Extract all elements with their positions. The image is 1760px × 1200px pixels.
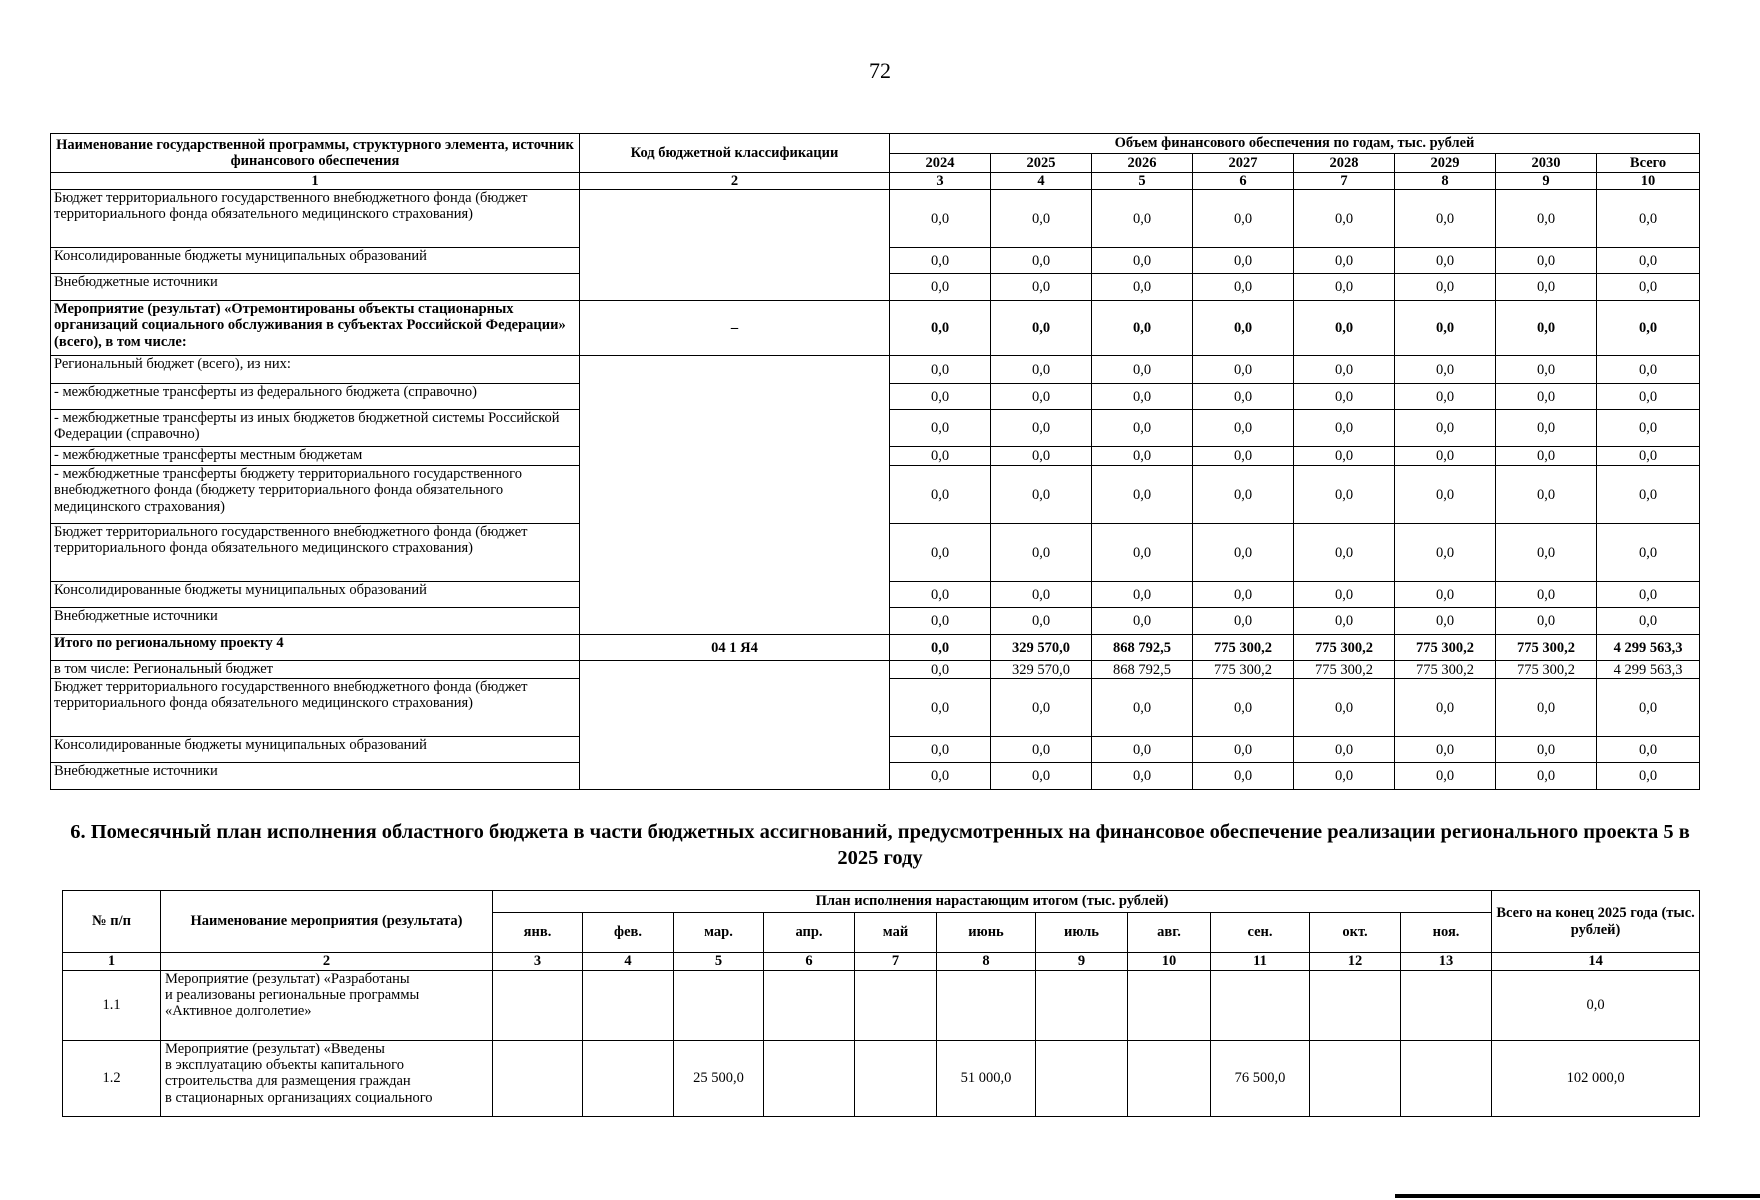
budget-code xyxy=(580,190,890,301)
amount-cell: 0,0 xyxy=(1193,679,1294,737)
amount-cell: 0,0 xyxy=(1496,466,1597,524)
amount-cell: 0,0 xyxy=(1193,737,1294,763)
total-amount: 102 000,0 xyxy=(1492,1041,1700,1117)
amount-cell: 0,0 xyxy=(1294,763,1395,790)
amount-cell: 0,0 xyxy=(1597,447,1700,466)
amount-cell: 0,0 xyxy=(1395,447,1496,466)
amount-cell: 0,0 xyxy=(1496,608,1597,635)
total-amount: 0,0 xyxy=(1492,971,1700,1041)
header-month: янв. xyxy=(493,913,583,953)
month-amount: 76 500,0 xyxy=(1211,1041,1310,1117)
month-amount xyxy=(674,971,764,1041)
month-amount xyxy=(1036,971,1128,1041)
amount-cell: 0,0 xyxy=(890,524,991,582)
table-row xyxy=(63,1041,1700,1117)
row-name: Консолидированные бюджеты муниципальных образований xyxy=(51,582,580,608)
month-amount xyxy=(1128,1041,1211,1117)
header-plan: План исполнения нарастающим итогом (тыс. рублей) xyxy=(493,891,1492,913)
header-year: 2026 xyxy=(1092,154,1193,173)
amount-cell: 0,0 xyxy=(1597,410,1700,447)
month-amount xyxy=(855,1041,937,1117)
amount-cell: 0,0 xyxy=(890,763,991,790)
amount-cell: 0,0 xyxy=(890,356,991,384)
column-number: 10 xyxy=(1128,953,1211,971)
amount-cell: 0,0 xyxy=(1092,248,1193,274)
amount-cell: 0,0 xyxy=(1092,356,1193,384)
header-name: Наименование государственной программы, структурного элемента, источник финансового обеспечения xyxy=(51,134,580,173)
month-amount xyxy=(493,971,583,1041)
amount-cell: 0,0 xyxy=(890,608,991,635)
amount-cell: 0,0 xyxy=(991,763,1092,790)
header-month: май xyxy=(855,913,937,953)
header-month: июнь xyxy=(937,913,1036,953)
header-month: ноя. xyxy=(1401,913,1492,953)
amount-cell: 0,0 xyxy=(890,635,991,661)
amount-cell: 0,0 xyxy=(1092,384,1193,410)
amount-cell: 0,0 xyxy=(1597,679,1700,737)
amount-cell: 0,0 xyxy=(1395,466,1496,524)
amount-cell: 0,0 xyxy=(1597,384,1700,410)
budget-code xyxy=(580,356,890,635)
amount-cell: 0,0 xyxy=(1496,248,1597,274)
table-row xyxy=(51,661,1700,679)
budget-code xyxy=(580,661,890,790)
amount-cell: 0,0 xyxy=(1294,679,1395,737)
amount-cell: 0,0 xyxy=(991,274,1092,301)
amount-cell: 0,0 xyxy=(1496,384,1597,410)
header-activity: Наименование мероприятия (результата) xyxy=(161,891,493,953)
month-amount xyxy=(1310,1041,1401,1117)
amount-cell: 0,0 xyxy=(1193,384,1294,410)
month-amount xyxy=(1211,971,1310,1041)
amount-cell: 0,0 xyxy=(1193,447,1294,466)
column-number: 9 xyxy=(1496,173,1597,190)
column-number: 3 xyxy=(493,953,583,971)
amount-cell: 0,0 xyxy=(1597,737,1700,763)
amount-cell: 0,0 xyxy=(1092,679,1193,737)
column-number: 6 xyxy=(1193,173,1294,190)
financing-table xyxy=(50,133,1700,790)
amount-cell: 0,0 xyxy=(1193,582,1294,608)
amount-cell: 0,0 xyxy=(1193,248,1294,274)
amount-cell: 0,0 xyxy=(1496,679,1597,737)
budget-code: 04 1 Я4 xyxy=(580,635,890,661)
month-amount xyxy=(1128,971,1211,1041)
header-month: июль xyxy=(1036,913,1128,953)
amount-cell: 0,0 xyxy=(890,661,991,679)
amount-cell: 329 570,0 xyxy=(991,635,1092,661)
table-row xyxy=(51,635,1700,661)
amount-cell: 0,0 xyxy=(991,301,1092,356)
row-name: - межбюджетные трансферты местным бюджетам xyxy=(51,447,580,466)
amount-cell: 0,0 xyxy=(1193,301,1294,356)
amount-cell: 0,0 xyxy=(1193,274,1294,301)
row-name: Итого по региональному проекту 4 xyxy=(51,635,580,661)
month-amount xyxy=(1401,971,1492,1041)
amount-cell: 0,0 xyxy=(1395,410,1496,447)
amount-cell: 0,0 xyxy=(890,301,991,356)
row-name: Мероприятие (результат) «Отремонтированы объекты стационарных организаций социального обслуживания в субъектах Российской Федерации» (всего), в том числе: xyxy=(51,301,580,356)
amount-cell: 0,0 xyxy=(1395,190,1496,248)
amount-cell: 0,0 xyxy=(1294,274,1395,301)
header-volume: Объем финансового обеспечения по годам, тыс. рублей xyxy=(890,134,1700,154)
amount-cell: 0,0 xyxy=(1496,301,1597,356)
amount-cell: 0,0 xyxy=(1092,410,1193,447)
header-year: 2029 xyxy=(1395,154,1496,173)
amount-cell: 0,0 xyxy=(890,384,991,410)
budget-code: – xyxy=(580,301,890,356)
amount-cell: 0,0 xyxy=(991,608,1092,635)
amount-cell: 0,0 xyxy=(1496,410,1597,447)
column-number: 3 xyxy=(890,173,991,190)
column-number: 10 xyxy=(1597,173,1700,190)
amount-cell: 0,0 xyxy=(1294,524,1395,582)
amount-cell: 0,0 xyxy=(1597,608,1700,635)
amount-cell: 0,0 xyxy=(1395,524,1496,582)
row-name: Региональный бюджет (всего), из них: xyxy=(51,356,580,384)
amount-cell: 0,0 xyxy=(1193,524,1294,582)
column-number: 7 xyxy=(855,953,937,971)
month-amount xyxy=(1310,971,1401,1041)
amount-cell: 0,0 xyxy=(890,274,991,301)
amount-cell: 0,0 xyxy=(1193,608,1294,635)
monthly-plan-table xyxy=(62,890,1700,1117)
row-name: - межбюджетные трансферты из иных бюджетов бюджетной системы Российской Федерации (справочно) xyxy=(51,410,580,447)
amount-cell: 0,0 xyxy=(1496,447,1597,466)
section-title: 6. Помесячный план исполнения областного бюджета в части бюджетных ассигнований, предусмотренных на финансовое обеспечение реализации регионального проекта 5 в 2025 году xyxy=(70,821,1690,869)
amount-cell: 0,0 xyxy=(1395,356,1496,384)
column-number: 13 xyxy=(1401,953,1492,971)
amount-cell: 0,0 xyxy=(1597,466,1700,524)
header-month: сен. xyxy=(1211,913,1310,953)
amount-cell: 0,0 xyxy=(1496,524,1597,582)
amount-cell: 0,0 xyxy=(1294,356,1395,384)
amount-cell: 0,0 xyxy=(1395,737,1496,763)
month-amount xyxy=(583,971,674,1041)
amount-cell: 0,0 xyxy=(1294,410,1395,447)
column-number: 1 xyxy=(63,953,161,971)
amount-cell: 775 300,2 xyxy=(1294,635,1395,661)
column-number: 7 xyxy=(1294,173,1395,190)
row-number: 1.2 xyxy=(63,1041,161,1117)
amount-cell: 0,0 xyxy=(991,524,1092,582)
amount-cell: 0,0 xyxy=(991,679,1092,737)
column-number: 8 xyxy=(937,953,1036,971)
amount-cell: 0,0 xyxy=(1395,384,1496,410)
amount-cell: 0,0 xyxy=(991,384,1092,410)
amount-cell: 0,0 xyxy=(1092,737,1193,763)
amount-cell: 0,0 xyxy=(890,582,991,608)
amount-cell: 0,0 xyxy=(1597,301,1700,356)
header-total-2025: Всего на конец 2025 года (тыс. рублей) xyxy=(1492,891,1700,953)
amount-cell: 0,0 xyxy=(1092,608,1193,635)
amount-cell: 0,0 xyxy=(1597,582,1700,608)
month-amount xyxy=(1401,1041,1492,1117)
amount-cell: 4 299 563,3 xyxy=(1597,635,1700,661)
page-number: 72 xyxy=(869,58,891,83)
amount-cell: 329 570,0 xyxy=(991,661,1092,679)
month-amount: 51 000,0 xyxy=(937,1041,1036,1117)
header-month: мар. xyxy=(674,913,764,953)
header-year: 2025 xyxy=(991,154,1092,173)
amount-cell: 775 300,2 xyxy=(1193,635,1294,661)
amount-cell: 0,0 xyxy=(991,582,1092,608)
amount-cell: 0,0 xyxy=(890,190,991,248)
amount-cell: 0,0 xyxy=(1294,248,1395,274)
amount-cell: 0,0 xyxy=(890,248,991,274)
header-year: 2030 xyxy=(1496,154,1597,173)
header-month: авг. xyxy=(1128,913,1211,953)
amount-cell: 0,0 xyxy=(1597,190,1700,248)
amount-cell: 0,0 xyxy=(1092,466,1193,524)
table-row xyxy=(63,971,1700,1041)
amount-cell: 0,0 xyxy=(991,248,1092,274)
header-total: Всего xyxy=(1597,154,1700,173)
table-row xyxy=(51,190,1700,248)
header-month: фев. xyxy=(583,913,674,953)
month-amount xyxy=(493,1041,583,1117)
header-num: № п/п xyxy=(63,891,161,953)
amount-cell: 0,0 xyxy=(1395,679,1496,737)
row-name: Бюджет территориального государственного внебюджетного фонда (бюджет территориального фонда обязательного медицинского страхования) xyxy=(51,524,580,582)
month-amount: 25 500,0 xyxy=(674,1041,764,1117)
amount-cell: 0,0 xyxy=(1294,737,1395,763)
header-year: 2028 xyxy=(1294,154,1395,173)
month-amount xyxy=(583,1041,674,1117)
row-name: Бюджет территориального государственного внебюджетного фонда (бюджет территориального фонда обязательного медицинского страхования) xyxy=(51,679,580,737)
amount-cell: 868 792,5 xyxy=(1092,635,1193,661)
amount-cell: 0,0 xyxy=(1294,301,1395,356)
amount-cell: 0,0 xyxy=(1597,763,1700,790)
amount-cell: 0,0 xyxy=(890,410,991,447)
amount-cell: 0,0 xyxy=(1092,301,1193,356)
row-name: Консолидированные бюджеты муниципальных образований xyxy=(51,737,580,763)
amount-cell: 0,0 xyxy=(1092,582,1193,608)
amount-cell: 0,0 xyxy=(1395,582,1496,608)
column-number: 4 xyxy=(991,173,1092,190)
header-code: Код бюджетной классификации xyxy=(580,134,890,173)
month-amount xyxy=(764,1041,855,1117)
month-amount xyxy=(937,971,1036,1041)
table-row xyxy=(51,356,1700,384)
amount-cell: 0,0 xyxy=(1193,763,1294,790)
column-number: 2 xyxy=(161,953,493,971)
amount-cell: 0,0 xyxy=(890,466,991,524)
amount-cell: 0,0 xyxy=(1193,356,1294,384)
amount-cell: 0,0 xyxy=(1597,274,1700,301)
row-name: в том числе: Региональный бюджет xyxy=(51,661,580,679)
amount-cell: 0,0 xyxy=(1193,190,1294,248)
amount-cell: 775 300,2 xyxy=(1294,661,1395,679)
amount-cell: 0,0 xyxy=(1395,763,1496,790)
amount-cell: 0,0 xyxy=(1294,582,1395,608)
row-name: Внебюджетные источники xyxy=(51,763,580,790)
amount-cell: 0,0 xyxy=(1597,356,1700,384)
header-month: апр. xyxy=(764,913,855,953)
amount-cell: 0,0 xyxy=(1092,274,1193,301)
header-year: 2027 xyxy=(1193,154,1294,173)
amount-cell: 775 300,2 xyxy=(1496,635,1597,661)
column-number: 12 xyxy=(1310,953,1401,971)
amount-cell: 775 300,2 xyxy=(1395,661,1496,679)
amount-cell: 0,0 xyxy=(1294,466,1395,524)
amount-cell: 0,0 xyxy=(1294,447,1395,466)
amount-cell: 0,0 xyxy=(1092,447,1193,466)
column-number: 5 xyxy=(674,953,764,971)
amount-cell: 0,0 xyxy=(1496,737,1597,763)
amount-cell: 0,0 xyxy=(1496,356,1597,384)
amount-cell: 0,0 xyxy=(1496,190,1597,248)
amount-cell: 0,0 xyxy=(991,447,1092,466)
activity-name: Мероприятие (результат) «Разработаны и реализованы региональные программы «Активное долголетие» xyxy=(161,971,493,1041)
amount-cell: 0,0 xyxy=(1092,763,1193,790)
header-year: 2024 xyxy=(890,154,991,173)
table-row xyxy=(51,301,1700,356)
amount-cell: 0,0 xyxy=(1597,248,1700,274)
column-number: 1 xyxy=(51,173,580,190)
amount-cell: 0,0 xyxy=(1193,466,1294,524)
amount-cell: 0,0 xyxy=(1496,274,1597,301)
row-name: - межбюджетные трансферты из федерального бюджета (справочно) xyxy=(51,384,580,410)
amount-cell: 0,0 xyxy=(1395,301,1496,356)
column-number: 8 xyxy=(1395,173,1496,190)
amount-cell: 4 299 563,3 xyxy=(1597,661,1700,679)
amount-cell: 0,0 xyxy=(991,466,1092,524)
amount-cell: 0,0 xyxy=(1496,763,1597,790)
amount-cell: 0,0 xyxy=(1294,608,1395,635)
amount-cell: 0,0 xyxy=(1395,608,1496,635)
row-name: Консолидированные бюджеты муниципальных образований xyxy=(51,248,580,274)
row-name: Внебюджетные источники xyxy=(51,608,580,635)
column-number: 5 xyxy=(1092,173,1193,190)
amount-cell: 775 300,2 xyxy=(1193,661,1294,679)
column-number: 14 xyxy=(1492,953,1700,971)
column-number: 11 xyxy=(1211,953,1310,971)
amount-cell: 0,0 xyxy=(991,737,1092,763)
amount-cell: 775 300,2 xyxy=(1395,635,1496,661)
amount-cell: 868 792,5 xyxy=(1092,661,1193,679)
column-number: 9 xyxy=(1036,953,1128,971)
amount-cell: 0,0 xyxy=(1395,274,1496,301)
amount-cell: 0,0 xyxy=(1092,190,1193,248)
activity-name: Мероприятие (результат) «Введены в эксплуатацию объекты капитального строительства для размещения граждан в стационарных организациях социального xyxy=(161,1041,493,1117)
column-number: 6 xyxy=(764,953,855,971)
amount-cell: 0,0 xyxy=(1294,384,1395,410)
amount-cell: 0,0 xyxy=(1294,190,1395,248)
row-name: Внебюджетные источники xyxy=(51,274,580,301)
amount-cell: 0,0 xyxy=(991,356,1092,384)
row-number: 1.1 xyxy=(63,971,161,1041)
amount-cell: 0,0 xyxy=(890,679,991,737)
column-number: 2 xyxy=(580,173,890,190)
amount-cell: 0,0 xyxy=(1597,524,1700,582)
amount-cell: 0,0 xyxy=(1092,524,1193,582)
month-amount xyxy=(764,971,855,1041)
amount-cell: 0,0 xyxy=(1395,248,1496,274)
column-number: 4 xyxy=(583,953,674,971)
page-edge-line xyxy=(1395,1194,1760,1198)
amount-cell: 775 300,2 xyxy=(1496,661,1597,679)
amount-cell: 0,0 xyxy=(991,190,1092,248)
amount-cell: 0,0 xyxy=(890,447,991,466)
amount-cell: 0,0 xyxy=(991,410,1092,447)
header-month: окт. xyxy=(1310,913,1401,953)
row-name: - межбюджетные трансферты бюджету территориального государственного внебюджетного фонда (бюджету территориального фонда обязательного медицинского страхования) xyxy=(51,466,580,524)
row-name: Бюджет территориального государственного внебюджетного фонда (бюджет территориального фонда обязательного медицинского страхования) xyxy=(51,190,580,248)
month-amount xyxy=(855,971,937,1041)
month-amount xyxy=(1036,1041,1128,1117)
amount-cell: 0,0 xyxy=(1496,582,1597,608)
amount-cell: 0,0 xyxy=(1193,410,1294,447)
amount-cell: 0,0 xyxy=(890,737,991,763)
